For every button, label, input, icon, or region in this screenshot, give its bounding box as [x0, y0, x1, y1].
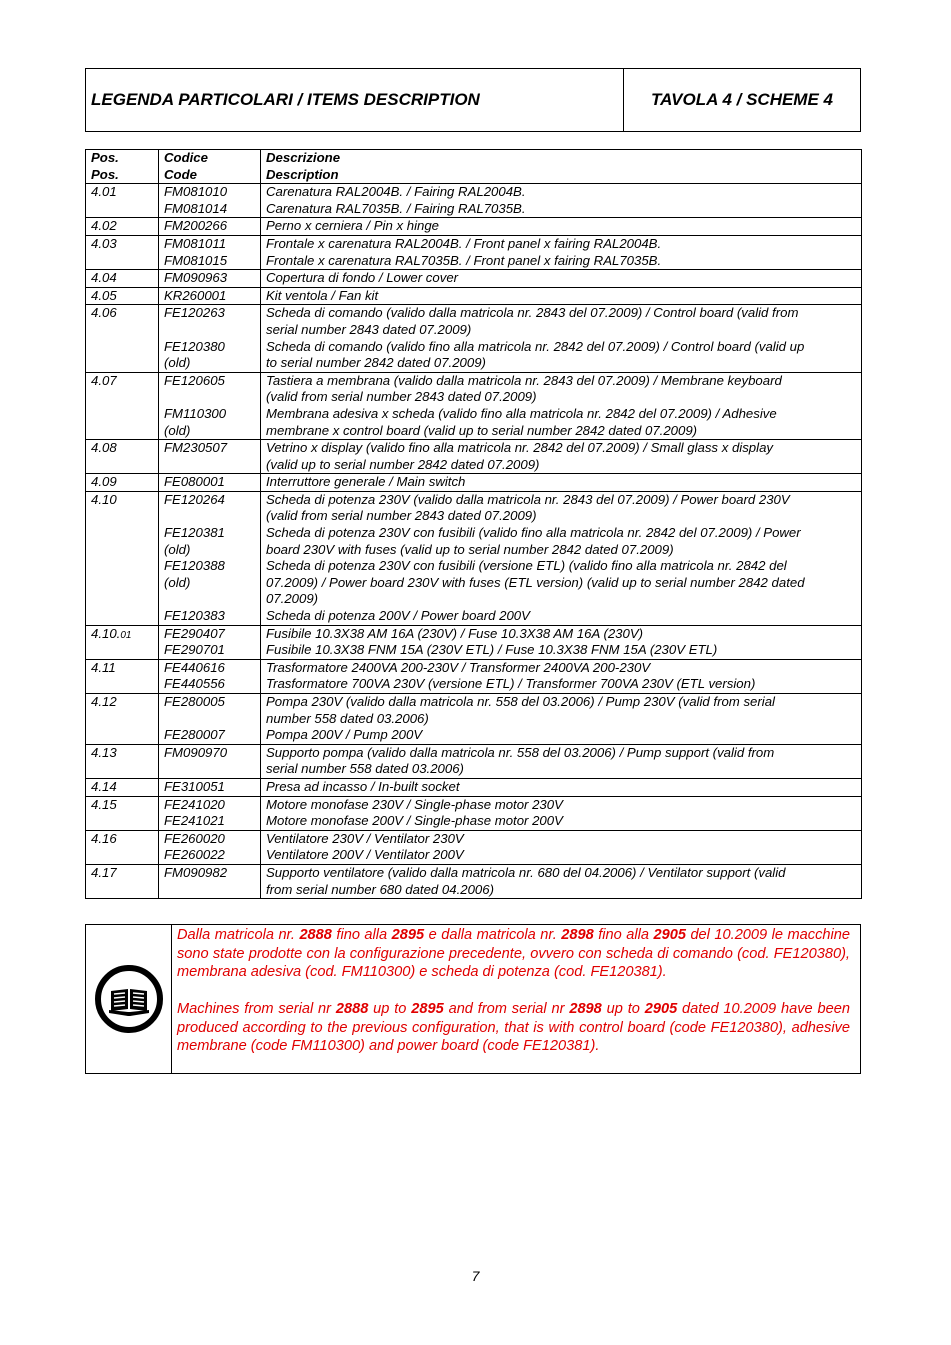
description-line: to serial number 2842 dated 07.2009)	[266, 355, 486, 371]
code-line: FE241020	[164, 796, 225, 812]
description-cell	[261, 625, 862, 659]
description-header-it: Descrizione	[266, 150, 341, 165]
description-line: Trasformatore 700VA 230V (versione ETL) / Transformer 700VA 230V (ETL version)	[266, 676, 756, 692]
description-line: Interruttore generale / Main switch	[266, 474, 466, 490]
pos-value: 4.14	[91, 778, 117, 794]
pos-cell	[86, 830, 159, 864]
code-header-en: Code	[164, 166, 197, 182]
pos-value: 4.03	[91, 235, 117, 251]
description-line: Tastiera a membrana (valido dalla matricola nr. 2843 del 07.2009) / Membrane keyboard	[266, 372, 782, 388]
code-cell	[159, 864, 261, 898]
code-line: FE440616	[164, 659, 225, 675]
description-line: Scheda di potenza 200V / Power board 200V	[266, 608, 530, 624]
code-line	[164, 508, 255, 525]
code-line: FE080001	[164, 474, 225, 490]
description-line: membrane x control board (valid up to serial number 2842 dated 07.2009)	[266, 422, 698, 438]
description-line: (valid up to serial number 2842 dated 07.2009)	[266, 456, 540, 472]
note-it-serial-4: 2905	[653, 927, 686, 943]
description-cell	[261, 830, 862, 864]
table-row	[86, 694, 862, 745]
table-row	[86, 287, 862, 305]
description-line: Ventilatore 200V / Ventilator 200V	[266, 847, 464, 863]
code-cell	[159, 491, 261, 625]
note-it-serial-3: 2898	[561, 927, 594, 943]
pos-value: 4.10.	[91, 625, 121, 641]
description-cell	[261, 491, 862, 625]
code-line: FE241021	[164, 813, 225, 829]
code-line: FE280005	[164, 694, 225, 709]
description-line: (valid from serial number 2843 dated 07.2009)	[266, 389, 537, 405]
description-line: Frontale x carenatura RAL7035B. / Front panel x fairing RAL7035B.	[266, 252, 662, 268]
pos-value: 4.13	[91, 744, 117, 760]
pos-cell	[86, 694, 159, 745]
table-row	[86, 235, 862, 269]
description-header-en: Description	[266, 166, 339, 182]
code-cell	[159, 694, 261, 745]
description-cell	[261, 184, 862, 218]
parts-table	[85, 149, 862, 899]
description-line: 07.2009)	[266, 591, 319, 607]
table-row	[86, 474, 862, 492]
description-line: Motore monofase 230V / Single-phase motor 230V	[266, 796, 563, 812]
pos-value: 4.12	[91, 694, 117, 709]
code-line: FE120263	[164, 305, 225, 321]
note-box	[85, 924, 861, 1074]
description-line: Copertura di fondo / Lower cover	[266, 270, 459, 286]
pos-value: 4.05	[91, 287, 117, 303]
header-box	[85, 68, 861, 132]
pos-cell	[86, 474, 159, 492]
pos-cell	[86, 796, 159, 830]
code-line: FE120383	[164, 608, 225, 624]
code-cell	[159, 796, 261, 830]
pos-cell	[86, 372, 159, 439]
note-it-serial-1: 2888	[299, 927, 332, 943]
pos-cell	[86, 744, 159, 778]
code-line: FE260022	[164, 847, 225, 863]
note-en-serial-3: 2898	[569, 1001, 602, 1017]
description-line: Scheda di comando (valido fino alla matricola nr. 2842 del 07.2009) / Control board (valid up	[266, 338, 805, 354]
description-line: Trasformatore 2400VA 200-230V / Transformer 2400VA 200-230V	[266, 659, 651, 675]
note-en-text-4: up to	[606, 1001, 640, 1017]
description-cell	[261, 270, 862, 288]
description-cell	[261, 694, 862, 745]
description-line: Frontale x carenatura RAL2004B. / Front panel x fairing RAL2004B.	[266, 235, 662, 251]
code-line: FE120380	[164, 338, 225, 354]
pos-value: 4.16	[91, 830, 117, 846]
code-line: FE440556	[164, 676, 225, 692]
table-row	[86, 372, 862, 439]
table-row	[86, 625, 862, 659]
description-line: Supporto ventilatore (valido dalla matricola nr. 680 del 04.2006) / Ventilator support (valid	[266, 864, 786, 880]
description-line: Fusibile 10.3X38 FNM 15A (230V ETL) / Fuse 10.3X38 FNM 15A (230V ETL)	[266, 642, 718, 658]
description-cell	[261, 440, 862, 474]
code-line: FM090982	[164, 864, 228, 880]
note-en-serial-1: 2888	[335, 1001, 369, 1017]
code-line	[164, 322, 255, 339]
code-line: (old)	[164, 355, 191, 371]
description-cell	[261, 372, 862, 439]
note-it-text-2: fino alla	[336, 927, 388, 943]
code-cell	[159, 270, 261, 288]
code-line: FE310051	[164, 778, 225, 794]
pos-value: 4.07	[91, 372, 117, 388]
pos-value: 4.01	[91, 184, 117, 200]
description-line: from serial number 680 dated 04.2006)	[266, 881, 494, 897]
code-line: FM090970	[164, 744, 228, 760]
code-line: FM081011	[164, 235, 227, 251]
table-row	[86, 744, 862, 778]
description-line: number 558 dated 03.2006)	[266, 710, 429, 726]
description-cell	[261, 864, 862, 898]
pos-cell	[86, 305, 159, 372]
pos-value: 4.09	[91, 474, 117, 490]
code-line	[164, 389, 255, 406]
table-row	[86, 270, 862, 288]
description-line: Fusibile 10.3X38 AM 16A (230V) / Fuse 10.3X38 AM 16A (230V)	[266, 625, 644, 641]
table-row	[86, 491, 862, 625]
pos-value: 4.04	[91, 270, 117, 286]
description-line: Pompa 200V / Pump 200V	[266, 727, 423, 743]
code-line	[164, 591, 255, 608]
note-icon-cell	[86, 925, 172, 1073]
note-it-serial-2: 2895	[391, 927, 425, 943]
description-cell	[261, 659, 862, 693]
note-en-serial-2: 2895	[411, 1001, 444, 1017]
note-it-text-1: Dalla matricola nr.	[177, 927, 295, 943]
description-line: Supporto pompa (valido dalla matricola nr. 558 del 03.2006) / Pump support (valid from	[266, 744, 775, 760]
description-line: Ventilatore 230V / Ventilator 230V	[266, 830, 464, 846]
pos-value: 4.10	[91, 491, 117, 507]
description-cell	[261, 305, 862, 372]
pos-cell	[86, 440, 159, 474]
page-title: LEGENDA PARTICOLARI / ITEMS DESCRIPTION	[86, 69, 624, 131]
description-line: (valid from serial number 2843 dated 07.2009)	[266, 508, 537, 524]
code-cell	[159, 778, 261, 796]
description-cell	[261, 218, 862, 236]
code-cell	[159, 474, 261, 492]
code-header-it: Codice	[164, 150, 208, 165]
description-line: Pompa 230V (valido dalla matricola nr. 558 del 03.2006) / Pump 230V (valid from serial	[266, 694, 775, 709]
page-number: 7	[471, 1268, 480, 1284]
description-line: 07.2009) / Power board 230V with fuses (ETL version) (valid up to serial number 2842 dated	[266, 574, 805, 590]
pos-cell	[86, 287, 159, 305]
code-header	[159, 150, 261, 184]
note-english	[177, 1000, 850, 1056]
table-row	[86, 305, 862, 372]
description-line: Scheda di potenza 230V con fusibili (valido fino alla matricola nr. 2842 del 07.2009) / Power	[266, 525, 801, 541]
code-cell	[159, 287, 261, 305]
table-row	[86, 778, 862, 796]
note-it-text-3: e dalla matricola nr.	[428, 927, 557, 943]
note-en-text-1: Machines from serial nr	[177, 1001, 332, 1017]
pos-value: 4.02	[91, 218, 117, 234]
description-line: Vetrino x display (valido fino alla matricola nr. 2842 del 07.2009) / Small glass x display	[266, 440, 773, 456]
note-it-text-4: fino alla	[598, 927, 649, 943]
pos-header	[86, 150, 159, 184]
code-line: FE280007	[164, 727, 225, 743]
code-line: FM081015	[164, 252, 228, 268]
description-line: board 230V with fuses (valid up to serial number 2842 dated 07.2009)	[266, 541, 674, 557]
pos-cell	[86, 778, 159, 796]
description-line: Kit ventola / Fan kit	[266, 287, 379, 303]
code-line: FE260020	[164, 830, 225, 846]
description-line: Presa ad incasso / In-built socket	[266, 778, 460, 794]
pos-value: 4.17	[91, 864, 117, 880]
code-line: KR260001	[164, 287, 227, 303]
code-cell	[159, 184, 261, 218]
code-cell	[159, 625, 261, 659]
code-line: FM110300	[164, 405, 227, 421]
code-cell	[159, 305, 261, 372]
scheme-label: TAVOLA 4 / SCHEME 4	[651, 90, 833, 109]
description-cell	[261, 287, 862, 305]
code-cell	[159, 372, 261, 439]
code-line: FE120264	[164, 491, 225, 507]
pos-cell	[86, 235, 159, 269]
note-en-serial-4: 2905	[644, 1001, 678, 1017]
note-en-text-5: dated 10.2009 have been produced according to the previous configuration, that is with control board (code FE120380), adhesive membrane (code FM110300) and power board (code FE120381).	[177, 1001, 850, 1054]
pos-cell	[86, 864, 159, 898]
description-cell	[261, 474, 862, 492]
table-row	[86, 830, 862, 864]
code-line: FM090963	[164, 270, 228, 286]
code-line: FM200266	[164, 218, 228, 234]
description-cell	[261, 235, 862, 269]
pos-header-en: Pos.	[91, 166, 119, 182]
description-line: Membrana adesiva x scheda (valido fino alla matricola nr. 2842 del 07.2009) / Adhesive	[266, 405, 777, 421]
description-line: Scheda di comando (valido dalla matricola nr. 2843 del 07.2009) / Control board (valid from	[266, 305, 799, 321]
pos-cell	[86, 659, 159, 693]
description-line: Perno x cerniera / Pin x hinge	[266, 218, 439, 234]
note-en-text-3: and from serial nr	[448, 1001, 565, 1017]
manual-book-icon	[93, 963, 165, 1035]
description-cell	[261, 778, 862, 796]
description-line: Carenatura RAL2004B. / Fairing RAL2004B.	[266, 184, 526, 200]
note-it-text-5: del 10.2009 le macchine sono state prodotte con la configurazione precedente, ovvero con scheda di comando (cod. FE120380), membrana adesiva (cod. FM110300) e scheda di potenza (cod. FE120381).	[177, 927, 850, 980]
pos-subvalue: 01	[120, 629, 132, 641]
note-italian	[177, 926, 850, 982]
code-cell	[159, 235, 261, 269]
pos-cell	[86, 270, 159, 288]
pos-cell	[86, 625, 159, 659]
description-line: Scheda di potenza 230V con fusibili (versione ETL) (valido fino alla matricola nr. 2842 del	[266, 558, 787, 574]
table-row	[86, 218, 862, 236]
code-line	[164, 711, 255, 728]
code-cell	[159, 830, 261, 864]
table-row	[86, 184, 862, 218]
description-header	[261, 150, 862, 184]
table-row	[86, 864, 862, 898]
description-line: serial number 2843 dated 07.2009)	[266, 321, 472, 337]
code-line: FM081010	[164, 184, 228, 200]
table-row	[86, 440, 862, 474]
pos-cell	[86, 218, 159, 236]
code-line: (old)	[164, 541, 191, 557]
description-cell	[261, 796, 862, 830]
code-cell	[159, 659, 261, 693]
pos-cell	[86, 491, 159, 625]
table-header-row	[86, 150, 862, 184]
code-line: FM230507	[164, 440, 228, 456]
table-row	[86, 796, 862, 830]
description-line: Carenatura RAL7035B. / Fairing RAL7035B.	[266, 200, 526, 216]
pos-value: 4.08	[91, 440, 117, 456]
note-en-text-2: up to	[373, 1001, 407, 1017]
pos-value: 4.15	[91, 796, 117, 812]
pos-header-it: Pos.	[91, 150, 119, 165]
pos-cell	[86, 184, 159, 218]
code-line: (old)	[164, 422, 191, 438]
code-line: FE290701	[164, 642, 225, 658]
table-row	[86, 659, 862, 693]
code-line: FE120388	[164, 558, 225, 574]
pos-value: 4.11	[91, 659, 116, 675]
code-line: FM081014	[164, 200, 228, 216]
description-cell	[261, 744, 862, 778]
description-line: serial number 558 dated 03.2006)	[266, 761, 464, 777]
code-cell	[159, 744, 261, 778]
parts-table-body	[86, 184, 862, 899]
code-cell	[159, 218, 261, 236]
code-line: FE290407	[164, 625, 225, 641]
code-line: (old)	[164, 574, 191, 590]
pos-value: 4.06	[91, 305, 117, 321]
code-cell	[159, 440, 261, 474]
note-text	[172, 925, 860, 1073]
code-line: FE120381	[164, 525, 225, 541]
description-line: Motore monofase 200V / Single-phase motor 200V	[266, 813, 563, 829]
description-line: Scheda di potenza 230V (valido dalla matricola nr. 2843 del 07.2009) / Power board 230V	[266, 491, 790, 507]
code-line: FE120605	[164, 372, 225, 388]
